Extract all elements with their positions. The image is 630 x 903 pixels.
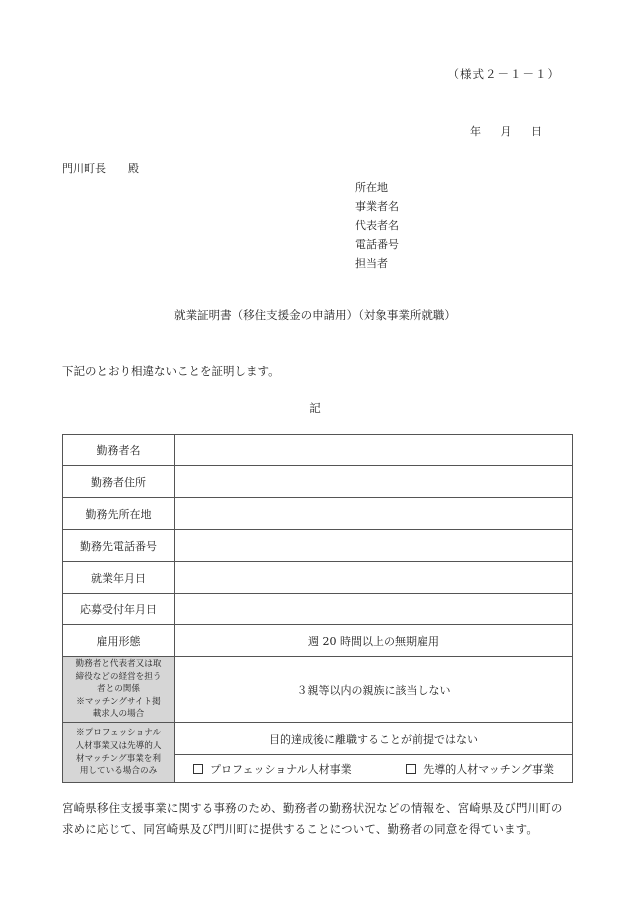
consent-line: 宮崎県移住支援事業に関する事務のため、勤務者の勤務状況などの情報を、宮崎県及び門川町の — [62, 801, 563, 815]
date-month: 月 — [500, 125, 512, 138]
consent-statement — [62, 798, 582, 840]
certify-statement: 下記のとおり相違ないことを証明します。 — [62, 364, 280, 378]
relation-label-line: 者との関係 — [97, 684, 140, 695]
row-value-workplace-phone[interactable] — [175, 530, 573, 562]
row-label-worker-name: 勤務者名 — [63, 435, 175, 466]
row-value-workplace-address[interactable] — [175, 498, 573, 530]
date-year: 年 — [470, 125, 481, 138]
applicant-field-contact: 担当者 — [355, 257, 388, 270]
professional-label-line: ※プロフェッショナル — [76, 728, 161, 739]
relation-label-line: 締役などの経営を担う — [75, 671, 162, 682]
date-day: 日 — [531, 125, 542, 138]
professional-label-line: 人材事業又は先導的人 — [75, 740, 162, 751]
checkbox-icon[interactable] — [406, 764, 416, 774]
relation-label-line: 載求人の場合 — [92, 709, 145, 720]
professional-label-line: 材マッチング事業を利 — [76, 753, 161, 764]
row-label-employment-date: 就業年月日 — [63, 562, 175, 594]
row-value-worker-name[interactable] — [175, 435, 573, 466]
employment-table — [62, 434, 573, 783]
applicant-field-representative: 代表者名 — [355, 219, 399, 232]
options-group — [175, 761, 572, 777]
option-matching-label: 先導的人材マッチング事業 — [423, 762, 554, 776]
row-value-relation: ３親等以内の親族に該当しない — [175, 657, 573, 723]
table-row — [63, 435, 573, 466]
row-value-employment-type: 週 20 時間以上の無期雇用 — [175, 625, 573, 657]
consent-line: 求めに応じて、同宮崎県及び門川町に提供することについて、勤務者の同意を得ています。 — [62, 822, 539, 836]
row-label-relation — [63, 657, 175, 723]
table-row — [63, 466, 573, 498]
table-row — [63, 657, 573, 723]
table-row — [63, 562, 573, 594]
professional-label-line: 用している場合のみ — [79, 766, 158, 777]
applicant-field-phone: 電話番号 — [355, 238, 399, 251]
row-label-application-date: 応募受付年月日 — [63, 594, 175, 625]
option-matching[interactable] — [406, 761, 554, 777]
row-label-workplace-address: 勤務先所在地 — [63, 498, 175, 530]
row-label-worker-address: 勤務者住所 — [63, 466, 175, 498]
row-value-application-date[interactable] — [175, 594, 573, 625]
applicant-field-address: 所在地 — [355, 181, 388, 194]
applicant-block — [355, 178, 399, 273]
date-line — [470, 123, 542, 139]
addressee-honorific: 殿 — [128, 162, 139, 175]
checkbox-icon[interactable] — [193, 764, 203, 774]
row-label-employment-type: 雇用形態 — [63, 625, 175, 657]
table-row — [63, 625, 573, 657]
row-value-worker-address[interactable] — [175, 466, 573, 498]
form-number: （様式２－１－１） — [447, 67, 560, 81]
option-professional[interactable] — [193, 761, 352, 777]
row-value-professional: 目的達成後に離職することが前提ではない — [175, 723, 573, 755]
addressee-name: 門川町長 — [62, 162, 106, 175]
table-row — [63, 530, 573, 562]
table-row — [63, 594, 573, 625]
applicant-field-business-name: 事業者名 — [355, 200, 399, 213]
option-professional-label: プロフェッショナル人材事業 — [210, 762, 352, 776]
relation-label-line: 勤務者と代表者又は取 — [75, 659, 162, 670]
row-label-workplace-phone: 勤務先電話番号 — [63, 530, 175, 562]
document-title: 就業証明書（移住支援金の申請用）（対象事業所就職） — [174, 308, 456, 322]
addressee — [62, 160, 139, 176]
relation-label-line: ※マッチングサイト掲 — [76, 696, 161, 707]
row-value-options — [175, 755, 573, 783]
row-value-employment-date[interactable] — [175, 562, 573, 594]
ki-marker: 記 — [309, 401, 321, 415]
row-label-professional — [63, 723, 175, 783]
table-row — [63, 723, 573, 755]
table-row — [63, 498, 573, 530]
